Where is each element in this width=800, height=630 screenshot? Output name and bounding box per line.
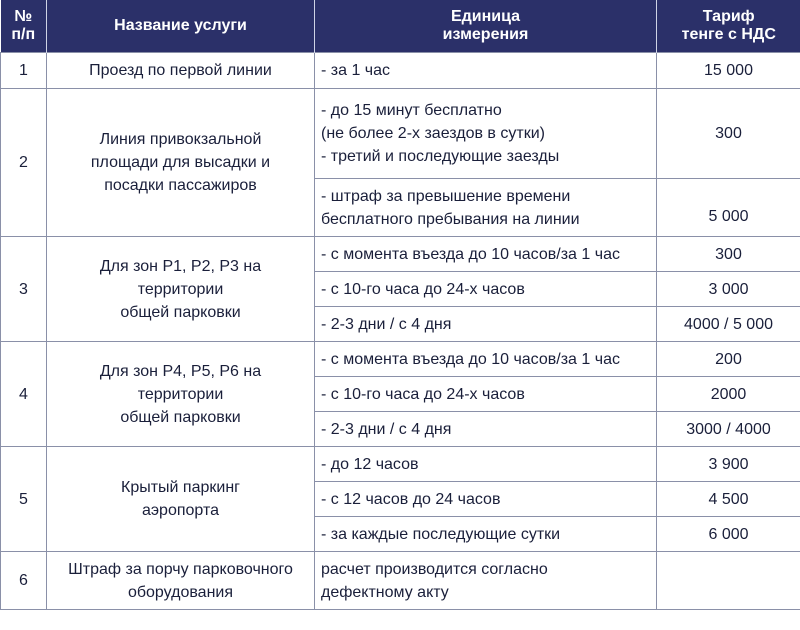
unit-cell: - с 12 часов до 24 часов bbox=[315, 482, 657, 517]
tariff-cell: 4 500 bbox=[657, 482, 800, 517]
row-number: 1 bbox=[1, 53, 47, 89]
tariff-cell: 2000 bbox=[657, 377, 800, 412]
service-name: Проезд по первой линии bbox=[47, 53, 315, 89]
unit-cell: - до 12 часов bbox=[315, 447, 657, 482]
tariff-cell: 15 000 bbox=[657, 53, 800, 89]
tariff-cell: 200 bbox=[657, 342, 800, 377]
table-row bbox=[1, 89, 800, 179]
table-row bbox=[1, 342, 800, 377]
unit-cell: - за 1 час bbox=[315, 53, 657, 89]
row-number: 4 bbox=[1, 342, 47, 447]
unit-cell: - 2-3 дни / с 4 дня bbox=[315, 412, 657, 447]
unit-cell: - за каждые последующие сутки bbox=[315, 517, 657, 552]
unit-cell: - с 10-го часа до 24-х часов bbox=[315, 272, 657, 307]
tariff-cell: 6 000 bbox=[657, 517, 800, 552]
row-number: 2 bbox=[1, 89, 47, 237]
service-name: Для зон Р1, Р2, Р3 на территории общей парковки bbox=[47, 237, 315, 342]
header-tariff: Тариф тенге с НДС bbox=[657, 0, 800, 53]
unit-cell: - с момента въезда до 10 часов/за 1 час bbox=[315, 342, 657, 377]
tariff-cell bbox=[657, 552, 800, 610]
row-number: 3 bbox=[1, 237, 47, 342]
table-row bbox=[1, 552, 800, 610]
unit-cell: - до 15 минут бесплатно (не более 2-х заездов в сутки) - третий и последующие заезды bbox=[315, 89, 657, 179]
tariff-cell: 3 900 bbox=[657, 447, 800, 482]
tariff-cell: 5 000 bbox=[657, 179, 800, 237]
unit-cell: - с момента въезда до 10 часов/за 1 час bbox=[315, 237, 657, 272]
table-row bbox=[1, 53, 800, 89]
service-name: Линия привокзальной площади для высадки и посадки пассажиров bbox=[47, 89, 315, 237]
unit-cell: расчет производится согласно дефектному акту bbox=[315, 552, 657, 610]
service-name: Крытый паркинг аэропорта bbox=[47, 447, 315, 552]
row-number: 6 bbox=[1, 552, 47, 610]
tariff-cell: 3 000 bbox=[657, 272, 800, 307]
row-number: 5 bbox=[1, 447, 47, 552]
service-name: Для зон Р4, Р5, Р6 на территории общей парковки bbox=[47, 342, 315, 447]
tariff-cell: 3000 / 4000 bbox=[657, 412, 800, 447]
table-row bbox=[1, 237, 800, 272]
header-service-name: Название услуги bbox=[47, 0, 315, 53]
table-row bbox=[1, 447, 800, 482]
tariff-cell: 300 bbox=[657, 237, 800, 272]
tariff-cell: 300 bbox=[657, 89, 800, 179]
table-header-row bbox=[1, 0, 800, 53]
header-number: № п/п bbox=[1, 0, 47, 53]
tariff-cell: 4000 / 5 000 bbox=[657, 307, 800, 342]
unit-cell: - с 10-го часа до 24-х часов bbox=[315, 377, 657, 412]
service-name: Штраф за порчу парковочного оборудования bbox=[47, 552, 315, 610]
unit-cell: - 2-3 дни / с 4 дня bbox=[315, 307, 657, 342]
header-unit: Единица измерения bbox=[315, 0, 657, 53]
unit-cell: - штраф за превышение времени бесплатного пребывания на линии bbox=[315, 179, 657, 237]
